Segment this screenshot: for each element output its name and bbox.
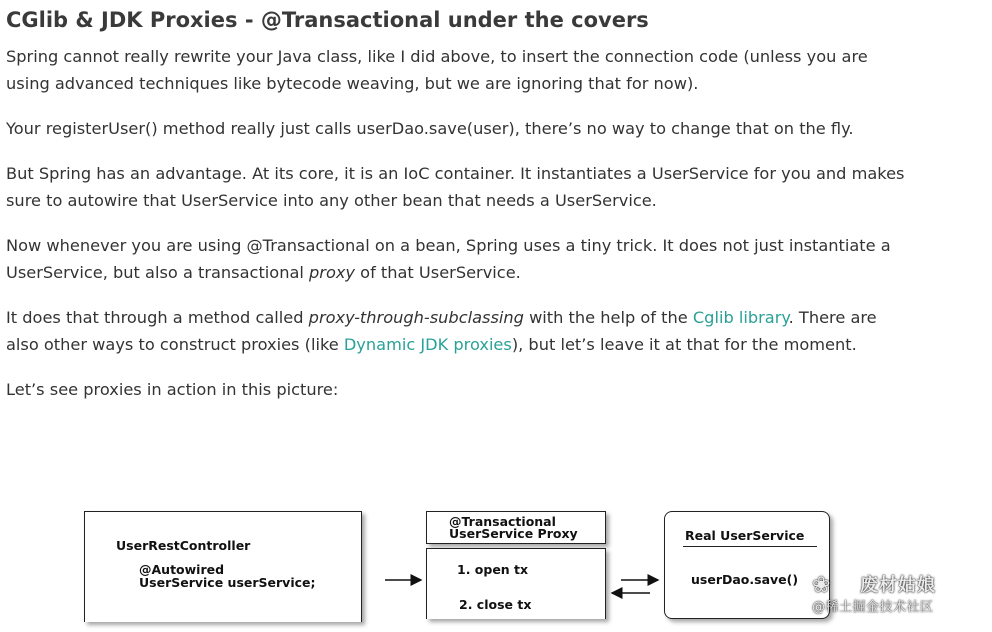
proxy-header-title: UserService Proxy bbox=[449, 526, 578, 541]
paragraph-5 bbox=[6, 304, 906, 358]
paragraph-5-text-mid: with the help of the bbox=[523, 308, 693, 327]
cglib-library-link[interactable]: Cglib library bbox=[692, 308, 789, 327]
watermark-name: 废材姑娘 bbox=[860, 575, 936, 596]
dynamic-jdk-proxies-link[interactable]: Dynamic JDK proxies bbox=[343, 335, 512, 354]
user-service-field: UserService userService; bbox=[139, 575, 316, 590]
real-service-title: Real UserService bbox=[685, 528, 805, 543]
article bbox=[6, 6, 906, 421]
paragraph-5-text-start: It does that through a method called bbox=[6, 308, 309, 327]
proxy-through-subclassing-emphasis: proxy-through-subclassing bbox=[308, 308, 524, 327]
paragraph-4-text-start: Now whenever you are using @Transactional on a bean, Spring uses a tiny trick. It does not just instantiate a UserService, but also a transactional bbox=[6, 236, 891, 282]
proxy-emphasis: proxy bbox=[309, 263, 356, 282]
paragraph-6: Let’s see proxies in action in this picture: bbox=[6, 380, 339, 399]
watermark-source: @稀土掘金技术社区 bbox=[812, 600, 934, 615]
paragraph-5-text-mid2: . There are also other ways to construct proxies (like bbox=[6, 308, 877, 354]
paragraph-4-text-end: of that UserService. bbox=[355, 263, 521, 282]
wechat-bubble-icon: ❀ bbox=[812, 573, 831, 598]
paragraph-3: But Spring has an advantage. At its core, it is an IoC container. It instantiates a UserService for you and makes sure to autowire that UserService into any other bean that needs a UserService. bbox=[6, 164, 905, 210]
proxy-header-annotation: @Transactional bbox=[449, 514, 556, 529]
paragraph-2: Your registerUser() method really just calls userDao.save(user), there’s no way to change that on the fly. bbox=[6, 119, 854, 138]
paragraph-5-text-end: ), but let’s leave it at that for the moment. bbox=[511, 335, 857, 354]
proxy-step-close-tx: 2. close tx bbox=[459, 597, 532, 612]
autowired-annotation: @Autowired bbox=[139, 562, 225, 577]
real-service-call: userDao.save() bbox=[691, 572, 799, 587]
paragraph-4 bbox=[6, 232, 906, 286]
paragraph-1: Spring cannot really rewrite your Java class, like I did above, to insert the connection code (unless you are using advanced techniques like bytecode weaving, but we are ignoring that for now). bbox=[6, 47, 868, 93]
proxy-step-open-tx: 1. open tx bbox=[457, 562, 529, 577]
article-title: CGlib & JDK Proxies - @Transactional under the covers bbox=[6, 8, 649, 32]
watermark bbox=[812, 573, 984, 625]
controller-title: UserRestController bbox=[116, 538, 251, 553]
